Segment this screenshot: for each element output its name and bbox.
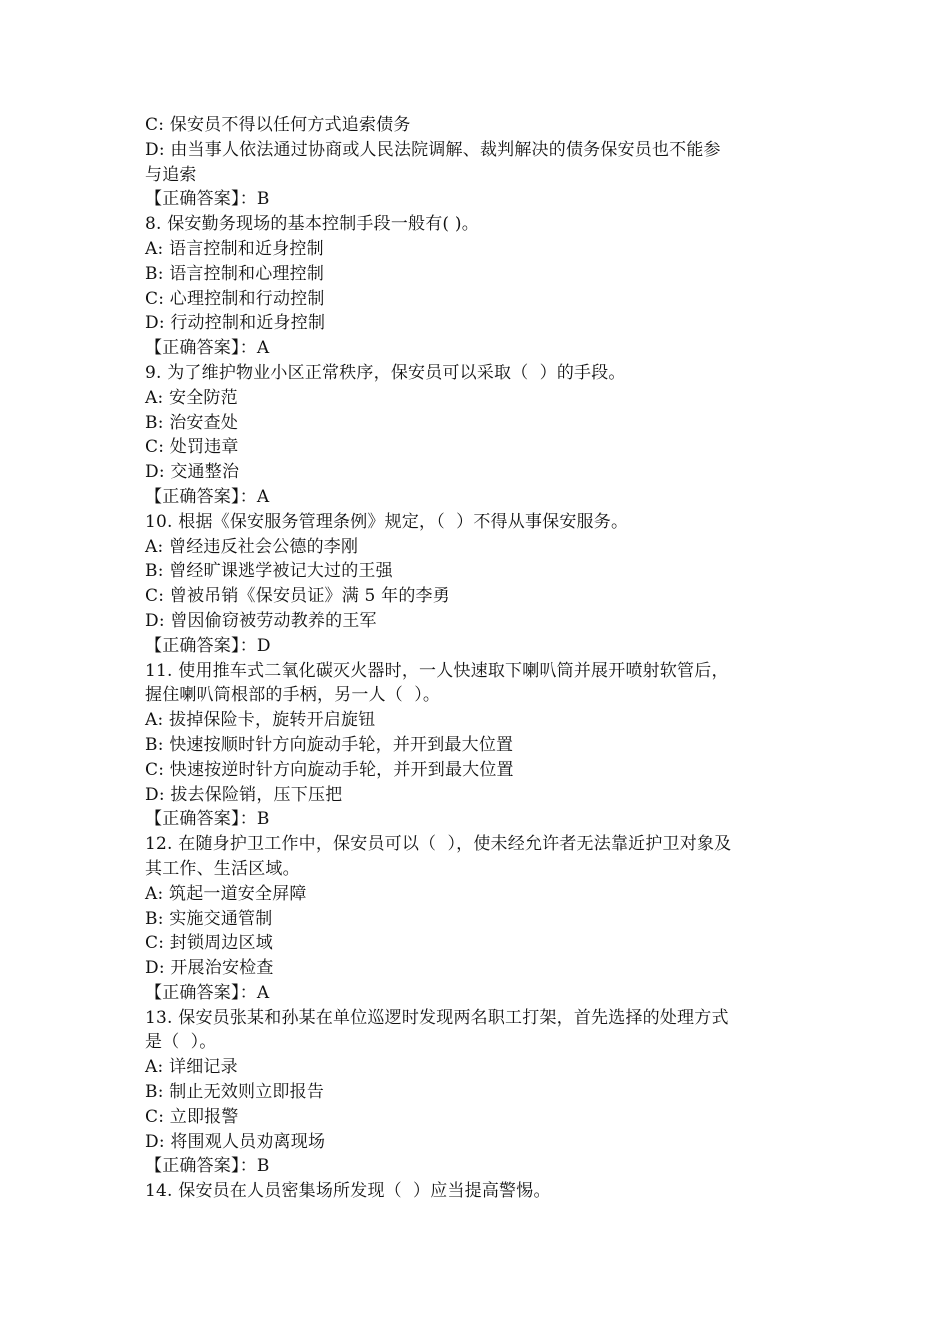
- option-d-line: D: 将围观人员劝离现场: [145, 1131, 326, 1152]
- answer-line: 【正确答案】：B: [145, 1156, 270, 1177]
- option-b-line: B: 治安查处: [145, 412, 239, 433]
- answer-line: 【正确答案】：A: [145, 338, 270, 359]
- option-b-line: B: 制止无效则立即报告: [145, 1082, 325, 1103]
- option-c-line: C: 立即报警: [145, 1106, 239, 1127]
- option-c-line: C: 曾被吊销《保安员证》满 5 年的李勇: [145, 586, 450, 607]
- option-d-line: D: 拔去保险销，压下压把: [145, 784, 343, 805]
- option-d-line: D: 开展治安检查: [145, 958, 274, 979]
- option-c-line: C: 封锁周边区域: [145, 933, 273, 954]
- document-page: [145, 113, 825, 1204]
- option-d-line: D: 交通整治: [145, 462, 240, 483]
- option-b-line: B: 曾经旷课逃学被记大过的王强: [145, 561, 393, 582]
- option-d-line: D: 行动控制和近身控制: [145, 313, 326, 334]
- option-a-line: A: 详细记录: [145, 1057, 238, 1078]
- option-c-line: C: 心理控制和行动控制: [145, 288, 325, 309]
- question-13-continuation: 是（ ）。: [145, 1032, 217, 1053]
- option-b-line: B: 语言控制和心理控制: [145, 263, 325, 284]
- option-d-line: D: 曾因偷窃被劳动教养的王军: [145, 610, 377, 631]
- option-b-line: B: 快速按顺时针方向旋动手轮，并开到最大位置: [145, 734, 514, 755]
- question-9: 9. 为了维护物业小区正常秩序，保安员可以采取（ ）的手段。: [145, 362, 626, 383]
- answer-line: 【正确答案】：B: [145, 189, 270, 210]
- option-d-line: D: 由当事人依法通过协商或人民法院调解、裁判解决的债务保安员也不能参: [145, 139, 721, 160]
- option-a-line: A: 拔掉保险卡，旋转开启旋钮: [145, 710, 376, 731]
- option-c-line: C: 快速按逆时针方向旋动手轮，并开到最大位置: [145, 759, 514, 780]
- question-11: 11. 使用推车式二氧化碳灭火器时，一人快速取下喇叭筒并展开喷射软管后，: [145, 660, 729, 681]
- question-12: 12. 在随身护卫工作中，保安员可以（ ），使未经允许者无法靠近护卫对象及: [145, 834, 732, 855]
- answer-line: 【正确答案】：A: [145, 486, 270, 507]
- option-a-line: A: 曾经违反社会公德的李刚: [145, 536, 359, 557]
- answer-line: 【正确答案】：B: [145, 809, 270, 830]
- question-13: 13. 保安员张某和孙某在单位巡逻时发现两名职工打架，首先选择的处理方式: [145, 1007, 729, 1028]
- question-10: 10. 根据《保安服务管理条例》规定，（ ）不得从事保安服务。: [145, 511, 629, 532]
- question-11-continuation: 握住喇叭筒根部的手柄，另一人（ ）。: [145, 685, 441, 706]
- question-14: 14. 保安员在人员密集场所发现（ ）应当提高警惕。: [145, 1181, 551, 1202]
- question-8: 8. 保安勤务现场的基本控制手段一般有( )。: [145, 214, 479, 235]
- option-a-line: A: 筑起一道安全屏障: [145, 883, 307, 904]
- option-b-line: B: 实施交通管制: [145, 908, 273, 929]
- answer-line: 【正确答案】：A: [145, 982, 270, 1003]
- option-a-line: A: 安全防范: [145, 387, 238, 408]
- option-a-line: A: 语言控制和近身控制: [145, 238, 324, 259]
- question-12-continuation: 其工作、生活区域。: [145, 858, 300, 879]
- option-d-continuation: 与追索: [145, 164, 197, 185]
- option-c-line: C: 处罚违章: [145, 437, 239, 458]
- answer-line: 【正确答案】：D: [145, 635, 271, 656]
- option-c-line: C: 保安员不得以任何方式追索债务: [145, 115, 411, 135]
